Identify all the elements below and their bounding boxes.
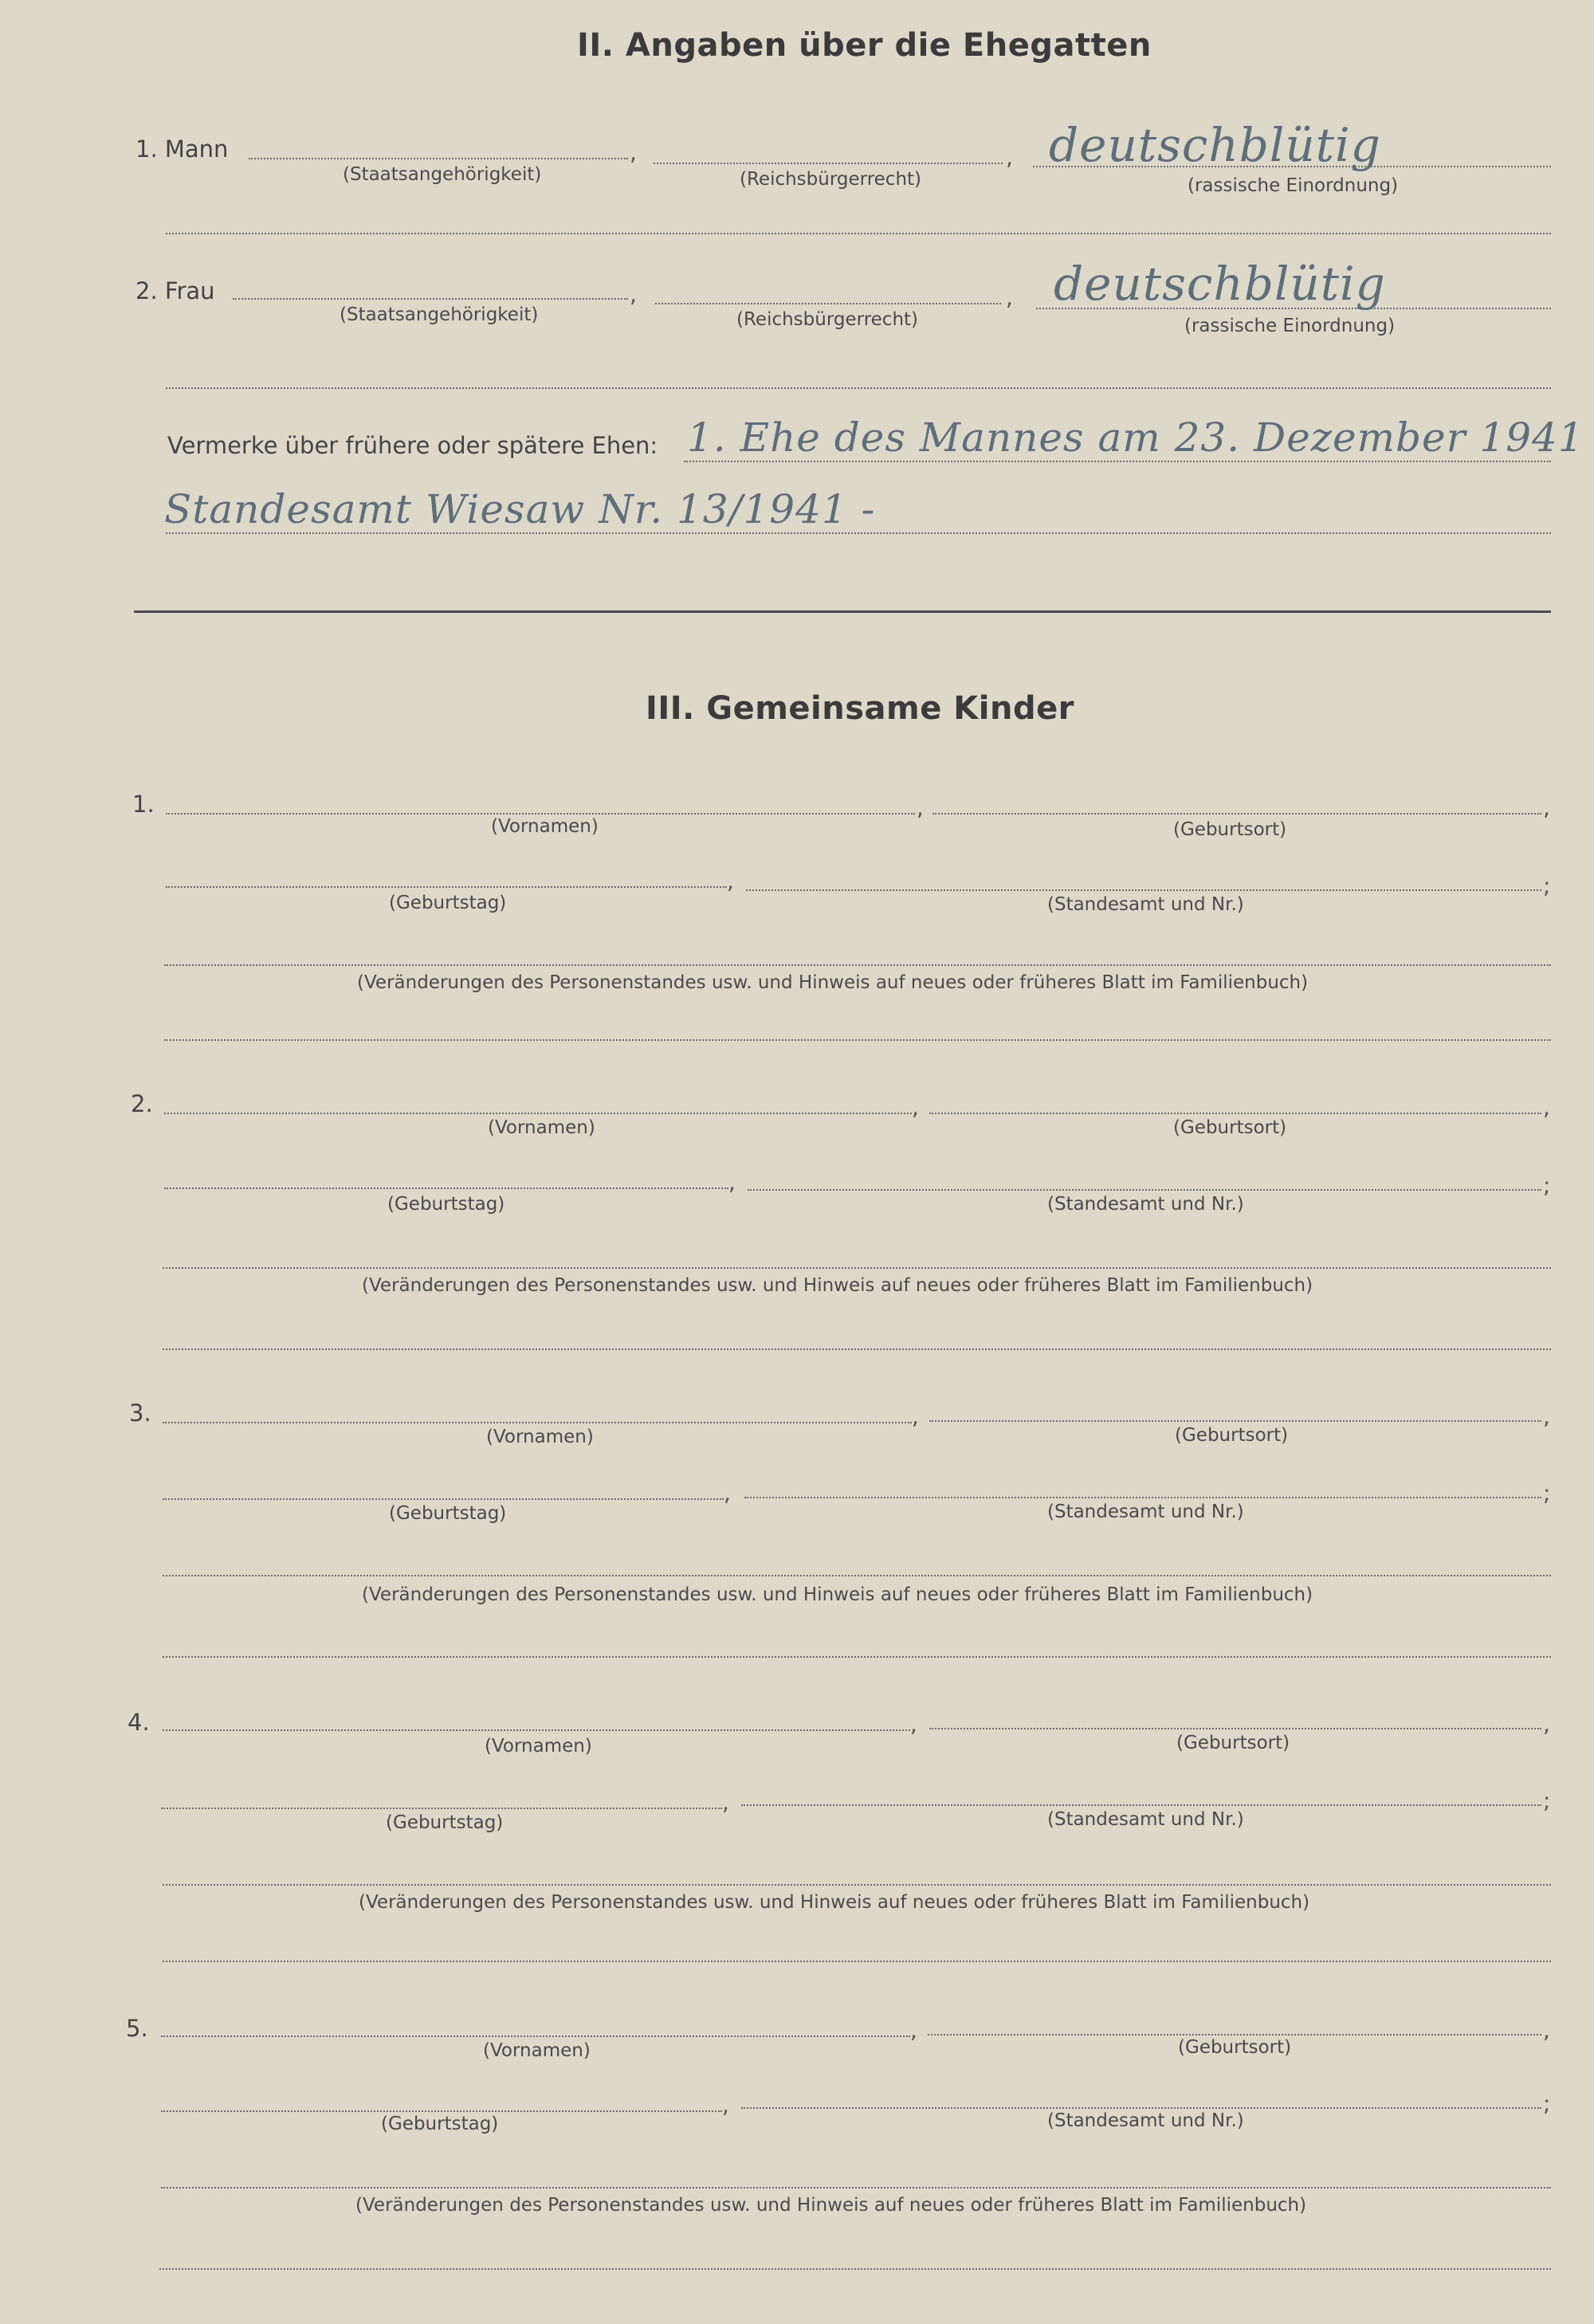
caption-standesamt: (Standesamt und Nr.)	[1047, 1502, 1244, 1522]
child1-veraenderungen-field[interactable]	[164, 964, 1551, 966]
caption-veraenderungen: (Veränderungen des Personenstandes usw. und Hinweis auf neues oder früheres Blatt im Familienbuch)	[359, 1892, 1310, 1913]
comma: ,	[910, 2017, 917, 2043]
section-divider	[134, 610, 1551, 613]
child5-geburtsort-field[interactable]	[928, 2034, 1541, 2035]
child3-geburtstag-field[interactable]	[163, 1498, 724, 1500]
child1-geburtstag-field[interactable]	[166, 886, 727, 888]
caption-standesamt: (Standesamt und Nr.)	[1047, 1809, 1244, 1830]
caption-reichsbuergerrecht: (Reichsbürgerrecht)	[740, 169, 922, 190]
child-number: 1.	[132, 791, 155, 818]
comma: ,	[917, 795, 924, 821]
mann-rassisch-handwriting: deutschblütig	[1049, 118, 1381, 172]
vermerke-line1-handwriting: 1. Ehe des Mannes am 23. Dezember 1941	[687, 414, 1584, 461]
comma: ,	[1543, 795, 1550, 821]
comma: ,	[722, 2092, 729, 2118]
comma: ,	[630, 139, 637, 166]
child-number: 3.	[129, 1400, 151, 1427]
frau-staatsangehoerigkeit-field[interactable]	[233, 298, 628, 300]
comma: ,	[728, 1169, 736, 1195]
comma: ,	[1543, 1403, 1550, 1430]
semicolon: ;	[1543, 1172, 1551, 1199]
caption-vornamen: (Vornamen)	[491, 816, 599, 837]
frau-label: 2. Frau	[135, 277, 215, 304]
child2-geburtsort-field[interactable]	[929, 1113, 1541, 1114]
frau-rassisch-handwriting: deutschblütig	[1054, 257, 1386, 311]
caption-geburtsort: (Geburtsort)	[1178, 2037, 1292, 2058]
vermerke-label: Vermerke über frühere oder spätere Ehen:	[167, 432, 658, 459]
section3-title: III. Gemeinsame Kinder	[646, 690, 1074, 727]
caption-geburtstag: (Geburtstag)	[387, 1194, 505, 1215]
comma: ,	[1543, 1711, 1550, 1737]
semicolon: ;	[1543, 1480, 1551, 1506]
caption-geburtsort: (Geburtsort)	[1173, 819, 1287, 840]
child3-vornamen-field[interactable]	[163, 1422, 912, 1423]
child3-veraenderungen-field[interactable]	[163, 1575, 1551, 1576]
comma: ,	[912, 1094, 919, 1121]
mann-reichsbuergerrecht-field[interactable]	[654, 163, 1003, 164]
child3-standesamt-field[interactable]	[744, 1497, 1541, 1498]
child5-vornamen-field[interactable]	[161, 2035, 910, 2037]
caption-standesamt: (Standesamt und Nr.)	[1047, 2110, 1244, 2131]
child4-geburtsort-field[interactable]	[929, 1728, 1541, 1729]
caption-staatsangehoerigkeit: (Staatsangehörigkeit)	[343, 164, 542, 185]
comma: ,	[724, 1480, 731, 1506]
comma: ,	[1006, 285, 1013, 311]
comma: ,	[1006, 144, 1013, 171]
comma: ,	[910, 1711, 917, 1737]
caption-geburtstag: (Geburtstag)	[389, 893, 507, 913]
semicolon: ;	[1543, 1788, 1551, 1814]
caption-geburtstag: (Geburtstag)	[386, 1812, 504, 1833]
comma: ,	[912, 1403, 919, 1430]
caption-veraenderungen: (Veränderungen des Personenstandes usw. und Hinweis auf neues oder früheres Blatt im Familienbuch)	[362, 1275, 1313, 1296]
child3-extra-line[interactable]	[163, 1656, 1551, 1658]
child1-extra-line[interactable]	[164, 1039, 1551, 1041]
child5-veraenderungen-field[interactable]	[161, 2187, 1551, 2189]
child4-extra-line[interactable]	[163, 1961, 1551, 1962]
vermerke-line1[interactable]	[684, 461, 1551, 462]
child5-geburtstag-field[interactable]	[161, 2110, 722, 2112]
caption-geburtsort: (Geburtsort)	[1173, 1117, 1287, 1138]
child3-geburtsort-field[interactable]	[929, 1420, 1541, 1422]
caption-veraenderungen: (Veränderungen des Personenstandes usw. und Hinweis auf neues oder früheres Blatt im Familienbuch)	[362, 1584, 1313, 1605]
semicolon: ;	[1543, 873, 1551, 899]
caption-reichsbuergerrecht: (Reichsbürgerrecht)	[736, 309, 919, 330]
vermerke-line2-handwriting: Standesamt Wiesaw Nr. 13/1941 -	[164, 486, 876, 532]
child1-geburtsort-field[interactable]	[932, 813, 1541, 815]
child1-vornamen-field[interactable]	[166, 813, 915, 815]
caption-rassisch: (rassische Einordnung)	[1184, 316, 1396, 336]
mann-extra-line[interactable]	[166, 233, 1551, 234]
caption-geburtstag: (Geburtstag)	[381, 2114, 499, 2134]
child2-standesamt-field[interactable]	[748, 1189, 1541, 1191]
mann-staatsangehoerigkeit-field[interactable]	[249, 158, 628, 159]
child5-extra-line[interactable]	[159, 2268, 1551, 2270]
comma: ,	[630, 281, 637, 308]
comma: ,	[722, 1789, 729, 1816]
caption-standesamt: (Standesamt und Nr.)	[1047, 1194, 1244, 1215]
semicolon: ;	[1543, 2090, 1551, 2117]
child-number: 2.	[131, 1090, 153, 1117]
child4-vornamen-field[interactable]	[163, 1729, 910, 1731]
caption-veraenderungen: (Veränderungen des Personenstandes usw. und Hinweis auf neues oder früheres Blatt im Familienbuch)	[355, 2195, 1307, 2216]
frau-extra-line[interactable]	[166, 387, 1551, 389]
caption-rassisch: (rassische Einordnung)	[1188, 175, 1399, 196]
child2-extra-line[interactable]	[163, 1348, 1551, 1350]
caption-geburtstag: (Geburtstag)	[389, 1503, 507, 1524]
comma: ,	[727, 868, 734, 894]
comma: ,	[1543, 1094, 1550, 1121]
section2-title: II. Angaben über die Ehegatten	[577, 27, 1152, 64]
child2-vornamen-field[interactable]	[164, 1113, 912, 1114]
caption-geburtsort: (Geburtsort)	[1175, 1425, 1289, 1446]
caption-standesamt: (Standesamt und Nr.)	[1047, 894, 1244, 915]
child4-standesamt-field[interactable]	[741, 1804, 1541, 1806]
frau-reichsbuergerrecht-field[interactable]	[655, 303, 1001, 304]
caption-veraenderungen: (Veränderungen des Personenstandes usw. und Hinweis auf neues oder früheres Blatt im Familienbuch)	[357, 972, 1309, 993]
child4-veraenderungen-field[interactable]	[163, 1884, 1551, 1886]
child-number: 5.	[126, 2015, 148, 2042]
vermerke-line2[interactable]	[166, 532, 1551, 534]
child1-standesamt-field[interactable]	[746, 889, 1541, 891]
child-number: 4.	[128, 1709, 150, 1736]
child4-geburtstag-field[interactable]	[161, 1808, 722, 1809]
caption-vornamen: (Vornamen)	[483, 2040, 591, 2061]
mann-label: 1. Mann	[135, 135, 229, 163]
child2-veraenderungen-field[interactable]	[163, 1267, 1551, 1269]
caption-vornamen: (Vornamen)	[486, 1427, 594, 1447]
caption-geburtsort: (Geburtsort)	[1176, 1733, 1290, 1753]
child2-geburtstag-field[interactable]	[164, 1188, 728, 1189]
caption-vornamen: (Vornamen)	[488, 1117, 595, 1138]
comma: ,	[1543, 2017, 1550, 2043]
child5-standesamt-field[interactable]	[741, 2107, 1541, 2109]
caption-vornamen: (Vornamen)	[485, 1736, 592, 1757]
caption-staatsangehoerigkeit: (Staatsangehörigkeit)	[340, 304, 539, 325]
